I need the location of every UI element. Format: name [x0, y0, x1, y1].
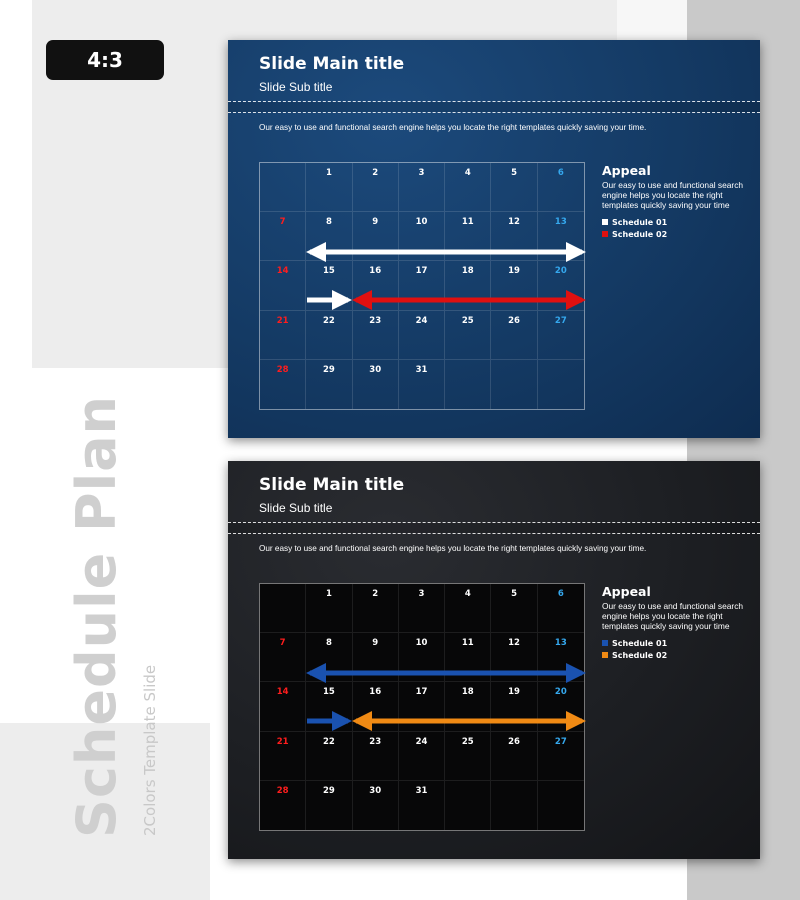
slide-preview-dark[interactable] — [228, 461, 760, 859]
calendar-cell — [491, 584, 537, 633]
calendar-day-number: 22 — [323, 736, 335, 747]
calendar-day-number: 19 — [508, 687, 520, 698]
calendar-day-number: 10 — [415, 638, 428, 649]
calendar-day-number: 9 — [372, 638, 379, 649]
legend-label: Schedule 01 — [612, 217, 668, 227]
calendar-day-number: 28 — [276, 785, 289, 796]
calendar-cell — [491, 360, 537, 409]
calendar-cell — [260, 633, 306, 682]
calendar-cell — [306, 633, 352, 682]
legend-label: Schedule 02 — [612, 229, 668, 239]
calendar-cell — [538, 163, 584, 212]
calendar-cell — [260, 163, 306, 212]
calendar-cell — [306, 311, 352, 360]
calendar-day-number: 25 — [461, 736, 474, 747]
calendar-cell — [538, 261, 584, 310]
calendar-cell — [260, 311, 306, 360]
calendar-day-number: 4 — [464, 589, 471, 599]
legend-swatch — [602, 219, 608, 225]
stitch-band — [228, 102, 760, 112]
calendar-day-number: 7 — [279, 217, 286, 228]
calendar-cell — [399, 212, 445, 261]
appeal-text: Our easy to use and functional search engine helps you locate the right templates quickly saving your time — [602, 180, 744, 210]
calendar-grid — [259, 162, 585, 410]
calendar-cell — [538, 682, 584, 731]
calendar-day-number: 7 — [279, 638, 286, 649]
calendar-day-number: 15 — [323, 687, 335, 698]
calendar-cell — [491, 212, 537, 261]
calendar-day-number: 4 — [464, 168, 471, 178]
calendar-cell — [445, 311, 491, 360]
calendar-cell — [538, 584, 584, 633]
calendar-day-number: 12 — [508, 638, 520, 649]
calendar-day-number: 10 — [415, 217, 428, 228]
calendar-cell — [399, 633, 445, 682]
calendar-day-number: 23 — [369, 736, 382, 747]
calendar-day-number: 12 — [508, 217, 520, 228]
calendar-cell — [260, 212, 306, 261]
calendar-cell — [445, 732, 491, 781]
legend-item-schedule-02 — [602, 228, 752, 240]
calendar-day-number: 1 — [325, 589, 332, 599]
calendar-day-number: 14 — [276, 266, 289, 277]
calendar-day-number: 24 — [415, 736, 428, 747]
calendar-cell — [306, 163, 352, 212]
stitch-line-bottom — [228, 533, 760, 534]
calendar-day-number: 11 — [461, 217, 474, 228]
calendar-day-number: 5 — [511, 168, 518, 178]
calendar-day-number: 2 — [372, 168, 379, 178]
calendar-cell — [445, 261, 491, 310]
slide-sub-title: Slide Sub title — [259, 80, 333, 94]
slide-preview-blue[interactable] — [228, 40, 760, 438]
calendar-cell — [445, 584, 491, 633]
legend-label: Schedule 01 — [612, 638, 668, 648]
calendar-cell — [399, 732, 445, 781]
calendar-day-number: 30 — [369, 785, 382, 796]
calendar-cell — [306, 682, 352, 731]
calendar-day-number: 3 — [418, 168, 425, 178]
calendar-day-number: 5 — [511, 589, 518, 599]
calendar-cell — [353, 261, 399, 310]
legend-swatch — [602, 231, 608, 237]
legend-item-schedule-01 — [602, 637, 752, 649]
calendar-day-number: 26 — [508, 736, 520, 747]
calendar-cell — [306, 781, 352, 830]
calendar-day-number: 6 — [557, 168, 564, 178]
calendar-day-number: 31 — [415, 364, 428, 375]
calendar-cell — [538, 633, 584, 682]
calendar-cell — [353, 311, 399, 360]
calendar-day-number: 14 — [276, 687, 289, 698]
slide-sub-title: Slide Sub title — [259, 501, 333, 515]
calendar-day-number: 1 — [325, 168, 332, 178]
legend-swatch — [602, 640, 608, 646]
calendar-cell — [399, 360, 445, 409]
calendar-cell — [353, 732, 399, 781]
legend-swatch — [602, 652, 608, 658]
calendar-day-number: 15 — [323, 266, 335, 277]
legend-label: Schedule 02 — [612, 650, 668, 660]
appeal-box — [602, 163, 752, 240]
calendar-cell — [445, 633, 491, 682]
calendar-cell — [445, 163, 491, 212]
calendar-cell — [491, 732, 537, 781]
calendar-day-number: 27 — [554, 315, 567, 326]
stitch-line-top — [228, 522, 760, 523]
calendar-cell — [353, 781, 399, 830]
calendar-cell — [306, 360, 352, 409]
vertical-title: Schedule Plan — [65, 395, 128, 838]
calendar-day-number: 29 — [323, 364, 335, 375]
calendar-cell — [399, 311, 445, 360]
calendar-cell — [260, 732, 306, 781]
calendar-cell — [538, 781, 584, 830]
appeal-text: Our easy to use and functional search engine helps you locate the right templates quickly saving your time — [602, 601, 744, 631]
appeal-title: Appeal — [602, 584, 651, 599]
calendar-cell — [353, 163, 399, 212]
calendar-day-number: 17 — [415, 687, 428, 698]
appeal-box — [602, 584, 752, 661]
calendar-day-number: 2 — [372, 589, 379, 599]
calendar-day-number: 20 — [554, 266, 567, 277]
calendar-cell — [353, 633, 399, 682]
calendar-day-number: 20 — [554, 687, 567, 698]
calendar-day-number: 8 — [325, 217, 332, 228]
slide-description: Our easy to use and functional search engine helps you locate the right templates quickly saving your time. — [259, 544, 647, 553]
calendar-cell — [260, 360, 306, 409]
calendar-cell — [260, 584, 306, 633]
calendar-cell — [491, 633, 537, 682]
slide-description: Our easy to use and functional search engine helps you locate the right templates quickly saving your time. — [259, 123, 647, 132]
calendar-day-number: 29 — [323, 785, 335, 796]
appeal-title: Appeal — [602, 163, 651, 178]
calendar-day-number: 9 — [372, 217, 379, 228]
calendar-cell — [399, 584, 445, 633]
calendar-cell — [399, 682, 445, 731]
aspect-ratio-badge: 4:3 — [46, 40, 164, 80]
calendar-day-number: 18 — [461, 266, 474, 277]
calendar-cell — [353, 212, 399, 261]
calendar-day-number: 17 — [415, 266, 428, 277]
calendar-cell — [306, 261, 352, 310]
calendar-cell — [260, 682, 306, 731]
calendar-cell — [353, 360, 399, 409]
calendar-cell — [399, 163, 445, 212]
calendar-cell — [491, 781, 537, 830]
calendar-day-number: 23 — [369, 315, 382, 326]
calendar-day-number: 27 — [554, 736, 567, 747]
calendar-cell — [445, 781, 491, 830]
slide-main-title: Slide Main title — [259, 54, 405, 74]
legend — [602, 637, 752, 661]
calendar-cell — [491, 261, 537, 310]
calendar-day-number: 3 — [418, 589, 425, 599]
calendar-cell — [445, 360, 491, 409]
calendar-day-number: 6 — [557, 589, 564, 599]
calendar-day-number: 16 — [369, 266, 382, 277]
calendar-cell — [491, 311, 537, 360]
legend-item-schedule-01 — [602, 216, 752, 228]
calendar-day-number: 16 — [369, 687, 382, 698]
calendar-day-number: 26 — [508, 315, 520, 326]
stitch-band — [228, 523, 760, 533]
calendar-day-number: 24 — [415, 315, 428, 326]
calendar-day-number: 13 — [554, 217, 567, 228]
calendar-cell — [353, 584, 399, 633]
calendar-cell — [260, 261, 306, 310]
calendar-cell — [445, 682, 491, 731]
calendar-cell — [538, 732, 584, 781]
calendar-cell — [491, 163, 537, 212]
calendar-grid — [259, 583, 585, 831]
calendar-cell — [538, 212, 584, 261]
calendar-day-number: 22 — [323, 315, 335, 326]
calendar-day-number: 8 — [325, 638, 332, 649]
calendar-cell — [306, 584, 352, 633]
calendar-cell — [306, 212, 352, 261]
stitch-line-top — [228, 101, 760, 102]
vertical-subtitle: 2Colors Template Slide — [141, 664, 159, 836]
calendar-cell — [491, 682, 537, 731]
calendar-day-number: 18 — [461, 687, 474, 698]
calendar-day-number: 21 — [276, 736, 289, 747]
calendar-day-number: 13 — [554, 638, 567, 649]
stitch-line-bottom — [228, 112, 760, 113]
calendar-day-number: 11 — [461, 638, 474, 649]
calendar-cell — [399, 781, 445, 830]
calendar-cell — [306, 732, 352, 781]
calendar-day-number: 21 — [276, 315, 289, 326]
calendar-day-number: 30 — [369, 364, 382, 375]
slide-main-title: Slide Main title — [259, 475, 405, 495]
calendar-cell — [260, 781, 306, 830]
legend-item-schedule-02 — [602, 649, 752, 661]
calendar-day-number: 28 — [276, 364, 289, 375]
calendar-day-number: 25 — [461, 315, 474, 326]
calendar-cell — [538, 360, 584, 409]
calendar-cell — [538, 311, 584, 360]
calendar-cell — [353, 682, 399, 731]
calendar-day-number: 31 — [415, 785, 428, 796]
calendar-cell — [399, 261, 445, 310]
calendar-day-number: 19 — [508, 266, 520, 277]
calendar-cell — [445, 212, 491, 261]
legend — [602, 216, 752, 240]
